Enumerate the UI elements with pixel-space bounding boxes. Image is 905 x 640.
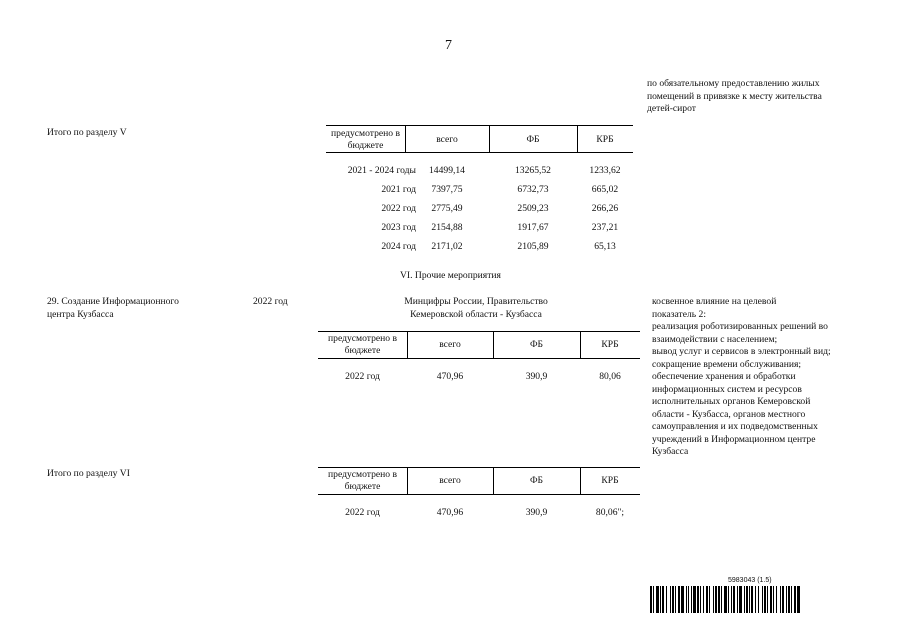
row-fb: 13265,52 (515, 165, 551, 176)
row-krb: 1233,62 (589, 165, 621, 176)
indicator-line: самоуправления и их подведомственных (652, 421, 818, 432)
indicator-line: сокращение времени обслуживания; (652, 358, 802, 370)
indicator-line: косвенное влияние на целевой (652, 296, 777, 307)
indicator-line: по обязательному предоставлению жилых (647, 78, 820, 89)
header-krb: КРБ (601, 475, 619, 486)
item29-indicator (652, 296, 872, 459)
row-fb: 390,9 (525, 507, 548, 518)
indicator-line: реализация роботизированных решений во (652, 321, 828, 332)
indicator-line: области - Кузбасса, органов местного (652, 408, 806, 420)
row-total: 470,96 (436, 507, 464, 518)
header-fb: ФБ (529, 475, 544, 486)
row-period: 2021 год (381, 184, 416, 195)
row-period: 2022 год (345, 371, 380, 382)
indicator-line: вывод услуг и сервисов в электронный вид; (652, 346, 831, 357)
header-fb: ФБ (529, 339, 544, 350)
item29-name-line: центра Кузбасса (47, 308, 114, 320)
row-fb: 390,9 (525, 371, 548, 382)
indicator-line: помещений в привязке к месту жительства (647, 90, 822, 102)
section5-total-label: Итого по разделу V (47, 127, 127, 138)
indicator-line: детей-сирот (647, 103, 696, 114)
indicator-line: обеспечение хранения и обработки (652, 371, 796, 382)
item29-name (47, 296, 179, 321)
header-fb: ФБ (526, 134, 540, 145)
indicator-line: исполнительных органов Кемеровской (652, 396, 811, 407)
row-total: 2775,49 (431, 203, 463, 214)
header-budget: предусмотрено в бюджете (331, 128, 400, 151)
row-krb: 80,06 (599, 371, 621, 382)
header-total: всего (439, 475, 461, 486)
row-period: 2022 год (345, 507, 380, 518)
header-total: всего (439, 339, 461, 350)
header-krb: КРБ (596, 134, 614, 145)
item29-executor (370, 296, 582, 321)
row-period: 2022 год (381, 203, 416, 214)
row-krb: 266,26 (591, 203, 619, 214)
indicator-line: информационных систем и ресурсов (652, 383, 802, 395)
row-total: 2171,02 (431, 241, 463, 252)
row-total: 470,96 (436, 371, 464, 382)
indicator-line: показатель 2: (652, 308, 706, 320)
row-krb: 237,21 (591, 222, 619, 233)
row-period: 2023 год (381, 222, 416, 233)
indicator-continuation (647, 78, 822, 116)
header-krb: КРБ (601, 339, 619, 350)
row-fb: 1917,67 (517, 222, 549, 233)
item29-name-line: 29. Создание Информационного (47, 296, 179, 307)
executor-line: Кемеровской области - Кузбасса (410, 308, 542, 320)
page-number: 7 (445, 38, 452, 53)
row-total: 7397,75 (431, 184, 463, 195)
row-krb: 665,02 (591, 184, 619, 195)
header-budget: предусмотрено в бюджете (328, 469, 397, 492)
row-fb: 2105,89 (517, 241, 549, 252)
row-period: 2024 год (381, 241, 416, 252)
row-total: 14499,14 (429, 165, 465, 176)
row-period: 2021 - 2024 годы (347, 165, 416, 176)
row-total: 2154,88 (431, 222, 463, 233)
barcode-id: 5983043 (1.5) (728, 577, 772, 584)
executor-line: Минцифры России, Правительство (404, 296, 548, 307)
indicator-line: Кузбасса (652, 446, 689, 457)
row-fb: 6732,73 (517, 184, 549, 195)
indicator-line: взаимодействии с населением; (652, 333, 778, 345)
section6-title: VI. Прочие мероприятия (400, 270, 501, 281)
row-krb: 80,06"; (595, 507, 625, 518)
indicator-line: учреждений в Информационном центре (652, 433, 816, 445)
barcode-image (650, 586, 857, 613)
item29-year: 2022 год (253, 296, 288, 307)
header-total: всего (436, 134, 458, 145)
row-krb: 65,13 (594, 241, 616, 252)
header-budget: предусмотрено в бюджете (328, 333, 397, 356)
row-fb: 2509,23 (517, 203, 549, 214)
section6-total-label: Итого по разделу VI (47, 468, 130, 479)
